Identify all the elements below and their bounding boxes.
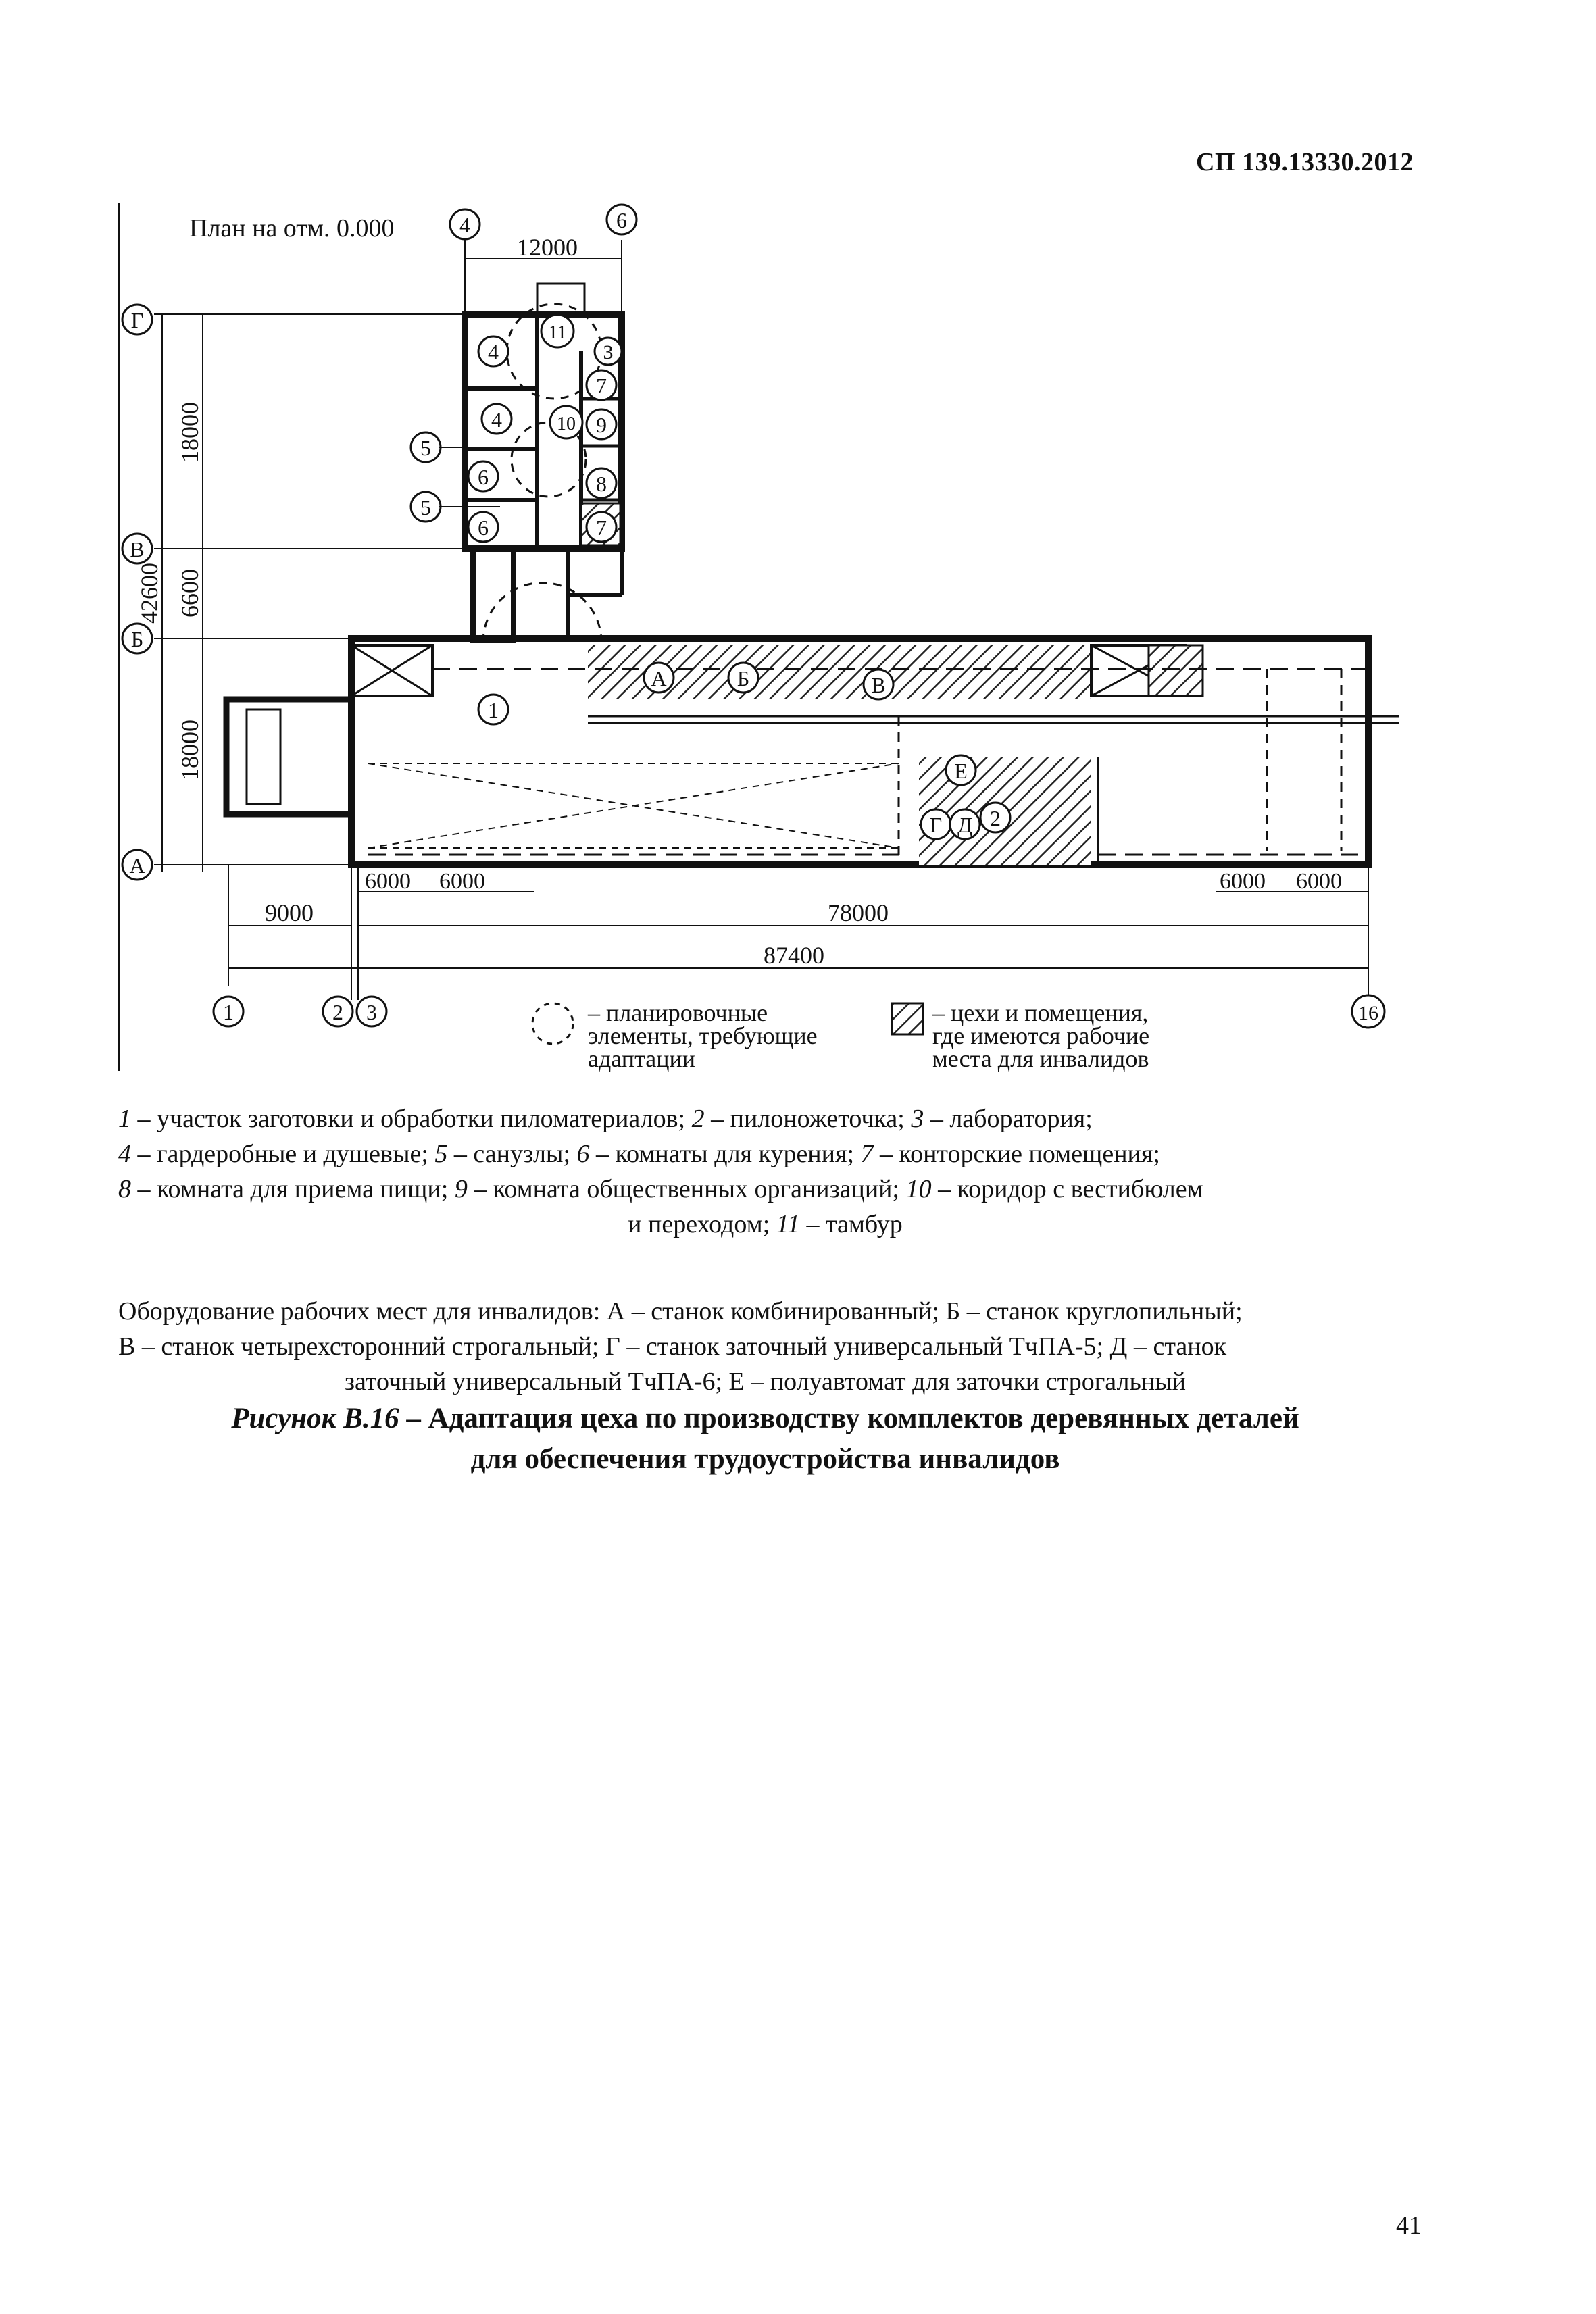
axis-marker-3 <box>357 997 386 1026</box>
svg-text:8: 8 <box>596 472 607 496</box>
equipment-G <box>921 809 951 839</box>
svg-text:А: А <box>651 666 667 690</box>
svg-text:16: 16 <box>1358 1002 1378 1024</box>
equipment-V <box>864 670 893 699</box>
equipment-E <box>946 755 976 785</box>
svg-text:6: 6 <box>478 465 489 489</box>
svg-text:1: 1 <box>223 1000 234 1024</box>
dim-bay-c: 6000 <box>1220 869 1266 894</box>
figure-title: Рисунок В.16 – Адаптация цеха по производству комплектов деревянных деталей для обеспечения трудоустройства инвалидов <box>231 1403 1299 1475</box>
axis-marker-G <box>122 305 152 334</box>
room-legend-line-1: 1 – участок заготовки и обработки пиломатериалов; 2 – пилоножеточка; 3 – лаборатория; <box>118 1105 1093 1133</box>
room-legend-line-4: и переходом; 11 – тамбур <box>628 1210 903 1238</box>
page-number: 41 <box>1396 2211 1422 2240</box>
room-4a <box>478 336 508 366</box>
room-legend-line-3: 8 – комната для приема пищи; 9 – комната общественных организаций; 10 – коридор с вестибюлем <box>118 1175 1203 1203</box>
room-1 <box>478 695 508 724</box>
room-2 <box>980 803 1010 832</box>
svg-text:Б: Б <box>130 627 144 651</box>
svg-text:Д: Д <box>957 813 972 837</box>
room-6b <box>468 512 498 542</box>
axis-marker-V <box>122 534 152 563</box>
legend-hatch-icon <box>892 1003 923 1034</box>
svg-text:4: 4 <box>488 340 499 364</box>
svg-text:3: 3 <box>603 341 614 363</box>
dim-9000: 9000 <box>265 899 314 926</box>
document-code: СП 139.13330.2012 <box>1196 148 1414 176</box>
room-4b <box>482 404 512 434</box>
svg-text:4: 4 <box>459 213 470 237</box>
dim-12000: 12000 <box>517 234 578 261</box>
legend-planning-elements: – планировочные элементы, требующие адаптации <box>588 999 818 1072</box>
dim-87400: 87400 <box>764 942 824 969</box>
svg-text:11: 11 <box>548 322 567 343</box>
dim-6600: 6600 <box>176 569 203 618</box>
svg-text:Б: Б <box>737 666 750 690</box>
dim-bay-a: 6000 <box>365 869 411 894</box>
room-legend <box>118 1101 1412 1242</box>
room-9 <box>587 409 616 439</box>
room-6a <box>468 461 498 491</box>
svg-text:Г: Г <box>130 308 144 332</box>
svg-text:А: А <box>129 853 145 878</box>
axis-marker-B <box>122 624 152 653</box>
legend-workplaces: – цехи и помещения, где имеются рабочие места для инвалидов <box>932 999 1150 1072</box>
svg-text:7: 7 <box>596 515 607 540</box>
plan-title: План на отм. 0.000 <box>189 214 395 243</box>
axis-marker-6 <box>607 205 637 234</box>
svg-text:2: 2 <box>332 1000 343 1024</box>
dim-18000-bottom: 18000 <box>176 720 203 780</box>
legend-dashed-circle-icon <box>532 1003 573 1044</box>
axis-marker-A <box>122 850 152 880</box>
svg-text:6: 6 <box>616 208 627 232</box>
svg-text:В: В <box>871 673 886 697</box>
svg-text:В: В <box>130 537 145 561</box>
svg-text:Г: Г <box>929 813 943 837</box>
svg-text:5: 5 <box>420 495 431 520</box>
axis-marker-1 <box>214 997 243 1026</box>
svg-text:1: 1 <box>488 698 499 722</box>
dim-18000-top: 18000 <box>176 402 203 463</box>
room-3 <box>595 338 622 365</box>
svg-text:3: 3 <box>366 1000 377 1024</box>
axis-marker-4 <box>450 209 480 239</box>
svg-text:5: 5 <box>420 436 431 460</box>
floor-plan <box>0 0 1596 1095</box>
room-8 <box>587 468 616 498</box>
svg-text:9: 9 <box>596 413 607 437</box>
equipment-B <box>728 663 758 693</box>
equipment-legend: Оборудование рабочих мест для инвалидов: А – станок комбинированный; Б – станок круглопильный; В – станок четырехсторонний строгальный; Г – станок заточный универсальный ТчПА-5; Д – станок заточный универсальный ТчПА-6; Е – полуавтомат для заточки строгальный <box>118 1297 1243 1396</box>
room-10 <box>550 406 582 438</box>
dim-bay-d: 6000 <box>1296 869 1342 894</box>
svg-text:6: 6 <box>478 515 489 540</box>
room-7a <box>587 370 616 400</box>
svg-text:Е: Е <box>954 759 968 783</box>
dim-78000: 78000 <box>828 899 889 926</box>
axis-marker-2 <box>323 997 353 1026</box>
room-7b <box>587 512 616 542</box>
axis-marker-16 <box>1352 995 1385 1028</box>
dim-42600: 42600 <box>136 563 163 624</box>
equipment-A <box>644 663 674 693</box>
room-11 <box>541 315 574 347</box>
svg-text:2: 2 <box>990 806 1001 830</box>
room-5a <box>411 432 441 462</box>
equipment-D <box>950 809 980 839</box>
svg-text:10: 10 <box>557 413 576 434</box>
svg-text:7: 7 <box>596 374 607 398</box>
room-5b <box>411 492 441 522</box>
dim-bay-b: 6000 <box>439 869 485 894</box>
room-legend-line-2: 4 – гардеробные и душевые; 5 – санузлы; 6 – комнаты для курения; 7 – конторские помещения; <box>118 1140 1160 1168</box>
svg-text:4: 4 <box>491 407 502 432</box>
